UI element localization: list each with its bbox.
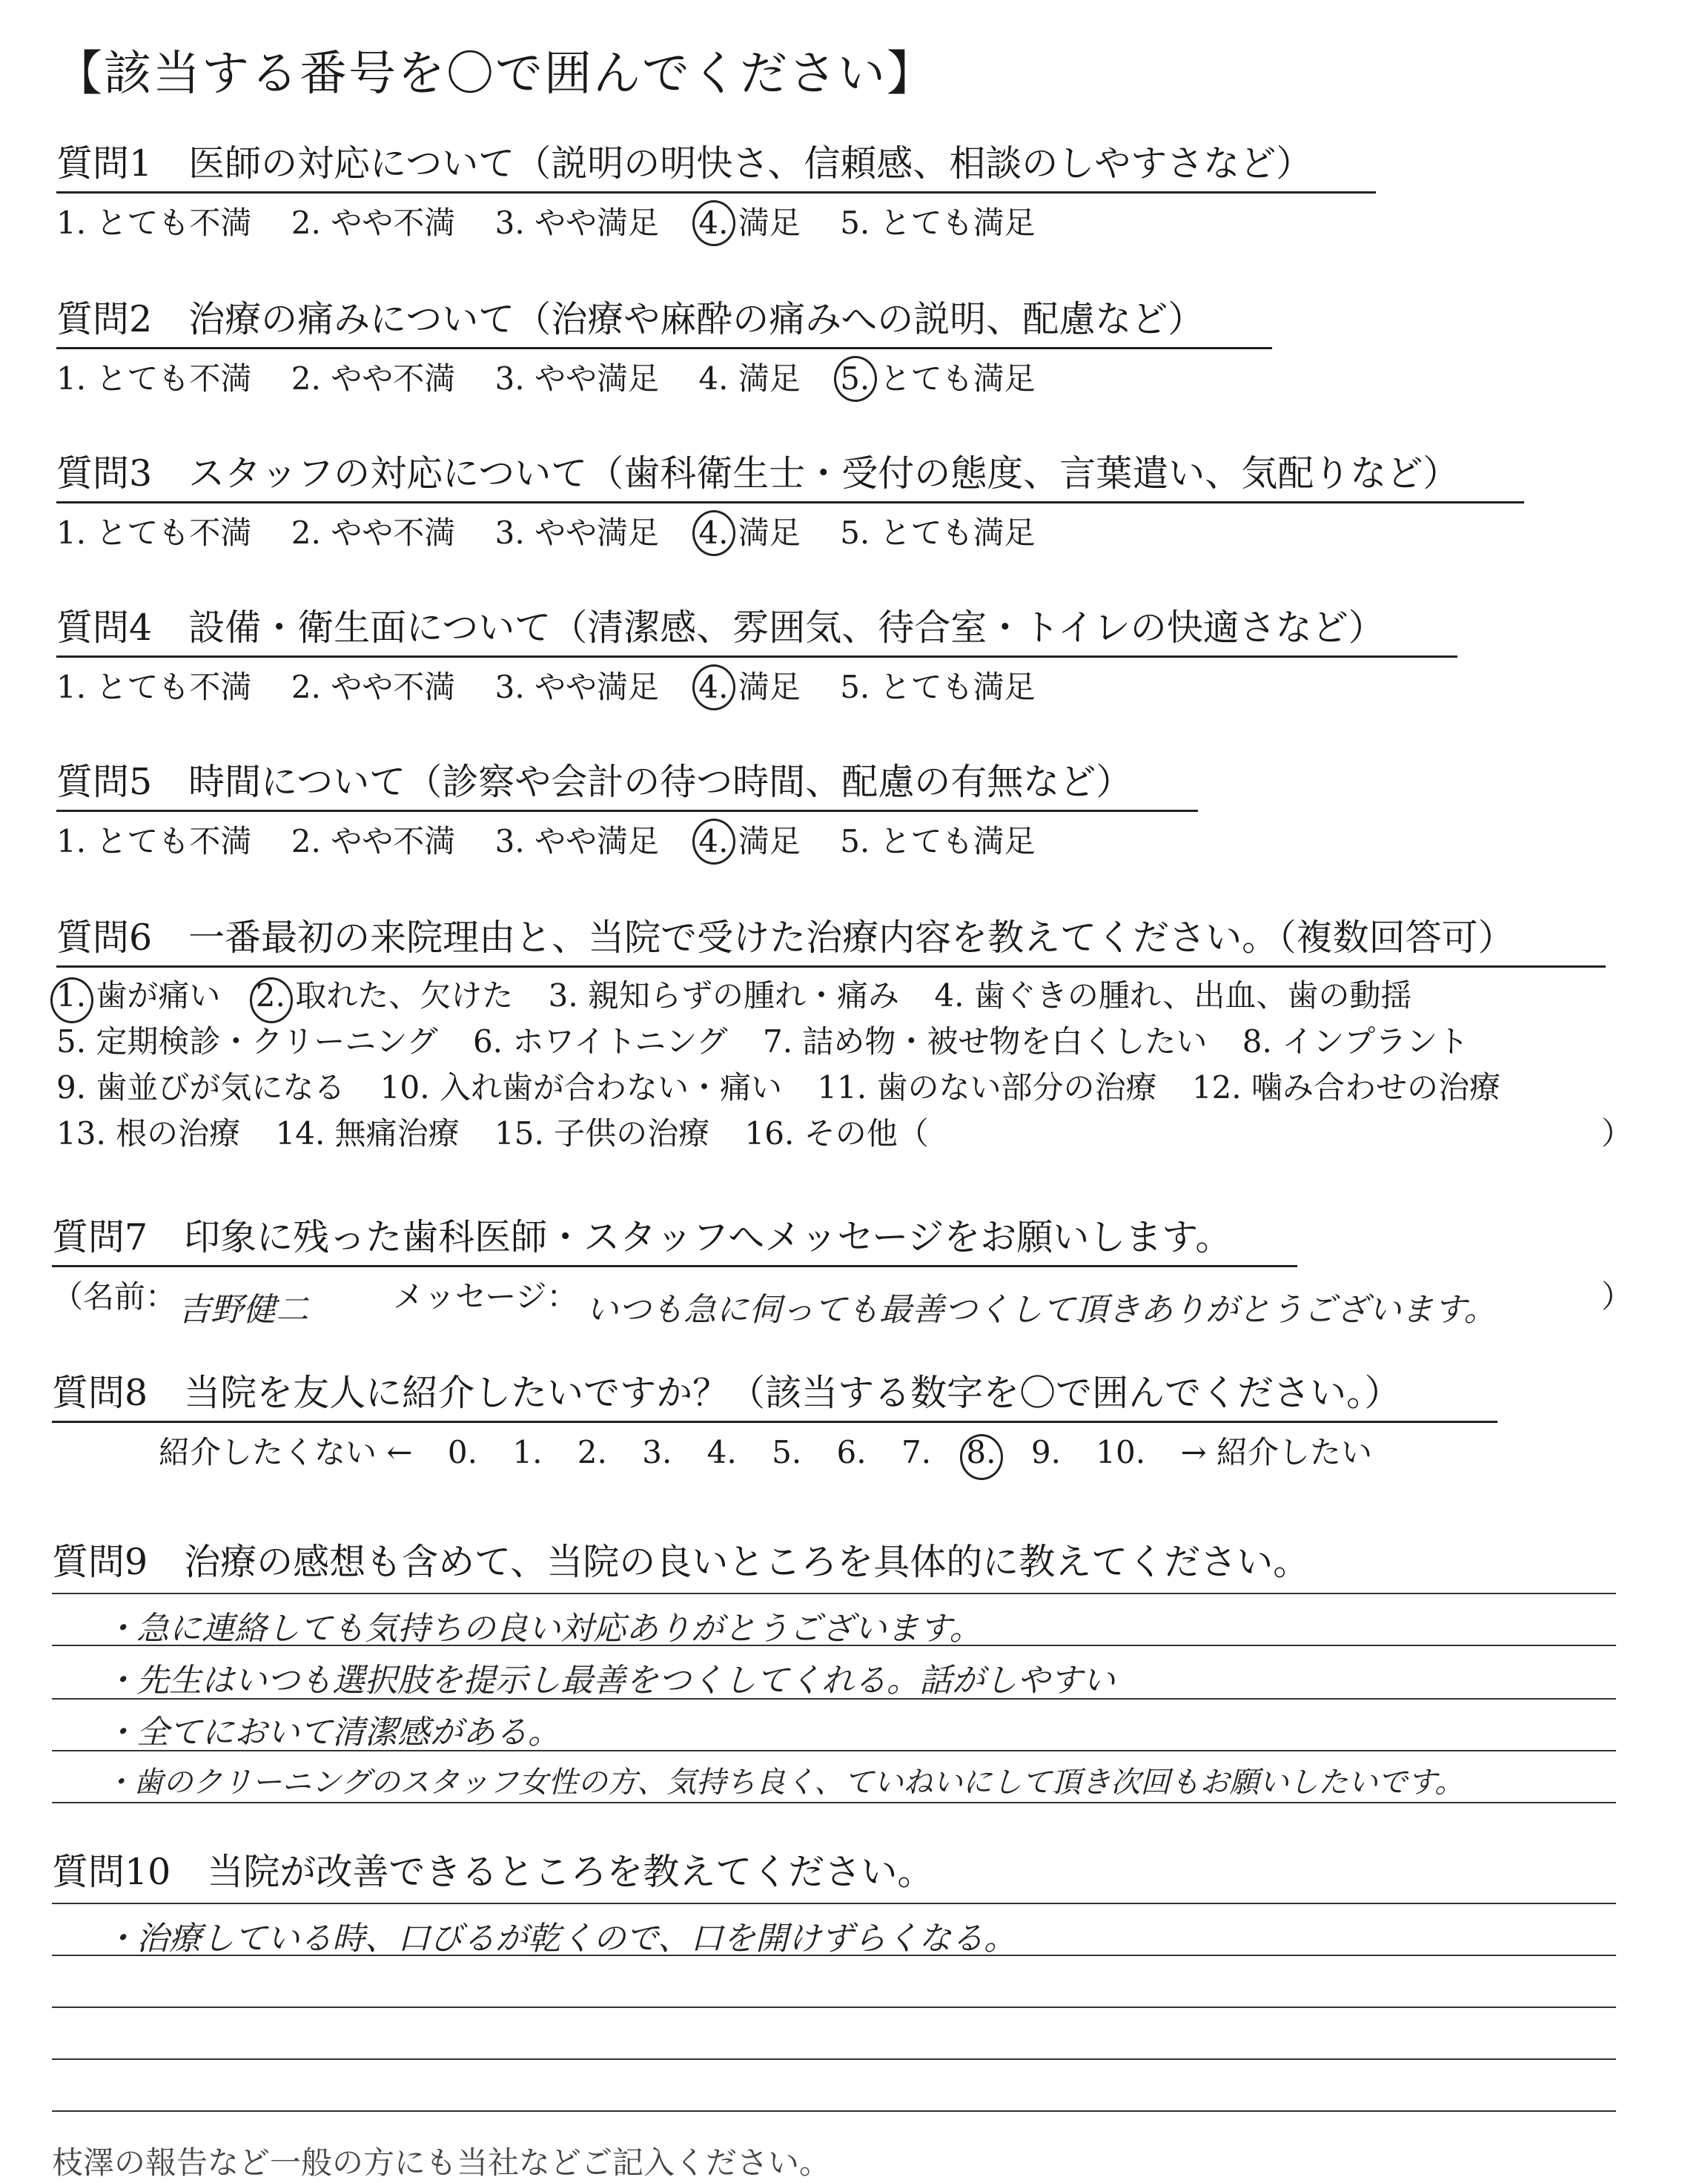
q6-option-10[interactable]: 10. 入れ歯が合わない・痛い [380,1069,782,1106]
q3-options [56,509,1065,553]
q4-option-1[interactable]: 1. とても不満 [56,669,252,705]
q4-title: 質問4 設備・衛生面について（清潔感、雰囲気、待合室・トイレの快適さなど） [56,599,1457,658]
q1-option-2[interactable]: 2. やや不満 [291,205,456,241]
q2-option-5[interactable]: 5. とても満足 [840,354,1035,399]
q10-answer-1[interactable]: ・治療している時、口びるが乾くので、口を開けずらくなる。 [104,1920,1017,1958]
q6-option-5[interactable]: 5. 定期検診・クリーニング [56,1023,438,1060]
q4-option-4[interactable]: 4. 満足 [698,663,800,707]
q9-title: 質問9 治療の感想も含めて、当院の良いところを具体的に教えてください。 [52,1541,1310,1583]
q9-answer-1[interactable]: ・急に連絡しても気持ちの良い対応ありがとうございます。 [104,1610,982,1648]
q6-option-14[interactable]: 14. 無痛治療 [275,1115,460,1152]
q7-name-label: （名前： [52,1278,177,1315]
q8-title: 質問8 当院を友人に紹介したいですか？（該当する数字を〇で囲んでください。） [52,1364,1497,1423]
q6-option-2[interactable]: 2. 取れた、欠けた [255,977,514,1014]
q6-other-close: ） [1601,1115,1633,1152]
q6-option-16[interactable]: 16. その他（ [744,1115,929,1152]
q8-option-7[interactable]: 7. [901,1434,932,1470]
q8-option-5[interactable]: 5. [772,1434,802,1470]
q1-title: 質問1 医師の対応について（説明の明快さ、信頼感、相談のしやすさなど） [56,135,1376,194]
q9-answer-3[interactable]: ・全てにおいて清潔感がある。 [104,1714,560,1751]
q2-option-3[interactable]: 3. やや満足 [494,360,660,397]
q6-title: 質問6 一番最初の来院理由と、当院で受けた治療内容を教えてください。（複数回答可） [56,909,1606,968]
q6-option-1[interactable]: 1. 歯が痛い [56,977,221,1014]
q5-option-2[interactable]: 2. やや不満 [291,823,456,859]
q6-option-3[interactable]: 3. 親知らずの腫れ・痛み [548,977,900,1014]
q7-message-label: メッセージ： [393,1278,578,1315]
q7-close: ） [1601,1278,1633,1315]
q6-row-2 [56,1017,1494,1062]
q9-line-2 [52,1645,1616,1646]
q4-option-3[interactable]: 3. やや満足 [494,669,660,705]
q5-title: 質問5 時間について（診察や会計の待つ時間、配慮の有無など） [56,753,1198,812]
q8-option-8[interactable]: 8. [966,1434,996,1470]
q5-options [56,817,1065,862]
q7-title: 質問7 印象に残った歯科医師・スタッフへメッセージをお願いします。 [52,1209,1297,1267]
q6-option-9[interactable]: 9. 歯並びが気になる [56,1069,345,1106]
q8-option-1[interactable]: 1. [512,1434,543,1470]
q9-answer-4[interactable]: ・歯のクリーニングのスタッフ女性の方、気持ち良く、ていねいにして頂き次回もお願いしたいです。 [104,1766,1465,1800]
q5-option-4[interactable]: 4. 満足 [698,817,800,862]
q9-line-1 [52,1593,1616,1594]
q2-option-4[interactable]: 4. 満足 [698,360,801,397]
q6-option-4[interactable]: 4. 歯ぐきの腫れ、出血、歯の動揺 [934,977,1412,1014]
q5-option-3[interactable]: 3. やや満足 [494,823,660,859]
q6-option-13[interactable]: 13. 根の治療 [56,1115,241,1152]
q3-option-5[interactable]: 5. とても満足 [840,515,1036,551]
q8-scale [159,1428,1397,1473]
q10-line-2 [52,1955,1616,1956]
q4-options [56,663,1065,707]
q6-option-15[interactable]: 15. 子供の治療 [494,1115,710,1152]
q9-line-4 [52,1750,1616,1751]
q2-option-2[interactable]: 2. やや不満 [291,360,456,397]
q1-option-4[interactable]: 4. 満足 [698,199,800,243]
q6-option-6[interactable]: 6. ホワイトニング [472,1023,728,1060]
q6-option-7[interactable]: 7. 詰め物・被せ物を白くしたい [762,1023,1208,1060]
footer-partial-text: 枝澤の報告など一般の方にも当社などご記入ください。 [52,2144,831,2181]
q9-line-3 [52,1698,1616,1700]
q2-title: 質問2 治療の痛みについて（治療や麻酔の痛みへの説明、配慮など） [56,291,1272,349]
q1-options [56,199,1065,243]
q5-option-1[interactable]: 1. とても不満 [56,823,252,859]
q6-option-8[interactable]: 8. インプラント [1242,1023,1469,1060]
q10-title: 質問10 当院が改善できるところを教えてください。 [52,1851,934,1893]
q2-options [56,354,1065,399]
q8-right-label: → 紹介したい [1180,1434,1372,1470]
q8-option-3[interactable]: 3. [642,1434,672,1470]
q3-option-3[interactable]: 3. やや満足 [494,515,660,551]
instructions-header: 【該当する番号を〇で囲んでください】 [55,47,936,102]
q9-answer-2[interactable]: ・先生はいつも選択肢を提示し最善をつくしてくれる。話がしやすい [104,1662,1115,1700]
q3-option-2[interactable]: 2. やや不満 [291,515,456,551]
q7-message-value[interactable]: いつも急に伺っても最善つくして頂きありがとうございます。 [586,1291,1497,1329]
q6-row-1 [56,971,1437,1016]
q10-line-1 [52,1903,1616,1904]
q10-line-4 [52,2058,1616,2060]
q6-row-4 [56,1109,954,1154]
q8-option-4[interactable]: 4. [706,1434,737,1470]
q5-option-5[interactable]: 5. とても満足 [840,823,1036,859]
q6-option-11[interactable]: 11. 歯のない部分の治療 [817,1069,1157,1106]
q8-option-10[interactable]: 10. [1096,1434,1146,1470]
q1-option-5[interactable]: 5. とても満足 [840,205,1036,241]
q1-option-3[interactable]: 3. やや満足 [494,205,660,241]
q8-option-0[interactable]: 0. [447,1434,477,1470]
q10-line-3 [52,2007,1616,2008]
q6-option-12[interactable]: 12. 噛み合わせの治療 [1191,1069,1500,1106]
q9-line-5 [52,1802,1616,1803]
q4-option-5[interactable]: 5. とても満足 [840,669,1036,705]
q8-option-6[interactable]: 6. [836,1434,867,1470]
q3-option-1[interactable]: 1. とても不満 [56,515,252,551]
q10-line-5 [52,2110,1616,2112]
q4-option-2[interactable]: 2. やや不満 [291,669,456,705]
q3-title: 質問3 スタッフの対応について（歯科衛生士・受付の態度、言葉遣い、気配りなど） [56,445,1524,503]
q8-option-9[interactable]: 9. [1030,1434,1061,1470]
q2-option-1[interactable]: 1. とても不満 [56,360,252,397]
q1-option-1[interactable]: 1. とても不満 [56,205,252,241]
q8-option-2[interactable]: 2. [577,1434,607,1470]
q6-row-3 [56,1063,1526,1108]
q7-name-value[interactable]: 吉野健二 [178,1291,308,1329]
q3-option-4[interactable]: 4. 満足 [698,509,800,553]
q8-left-label: 紹介したくない ← [159,1434,413,1470]
